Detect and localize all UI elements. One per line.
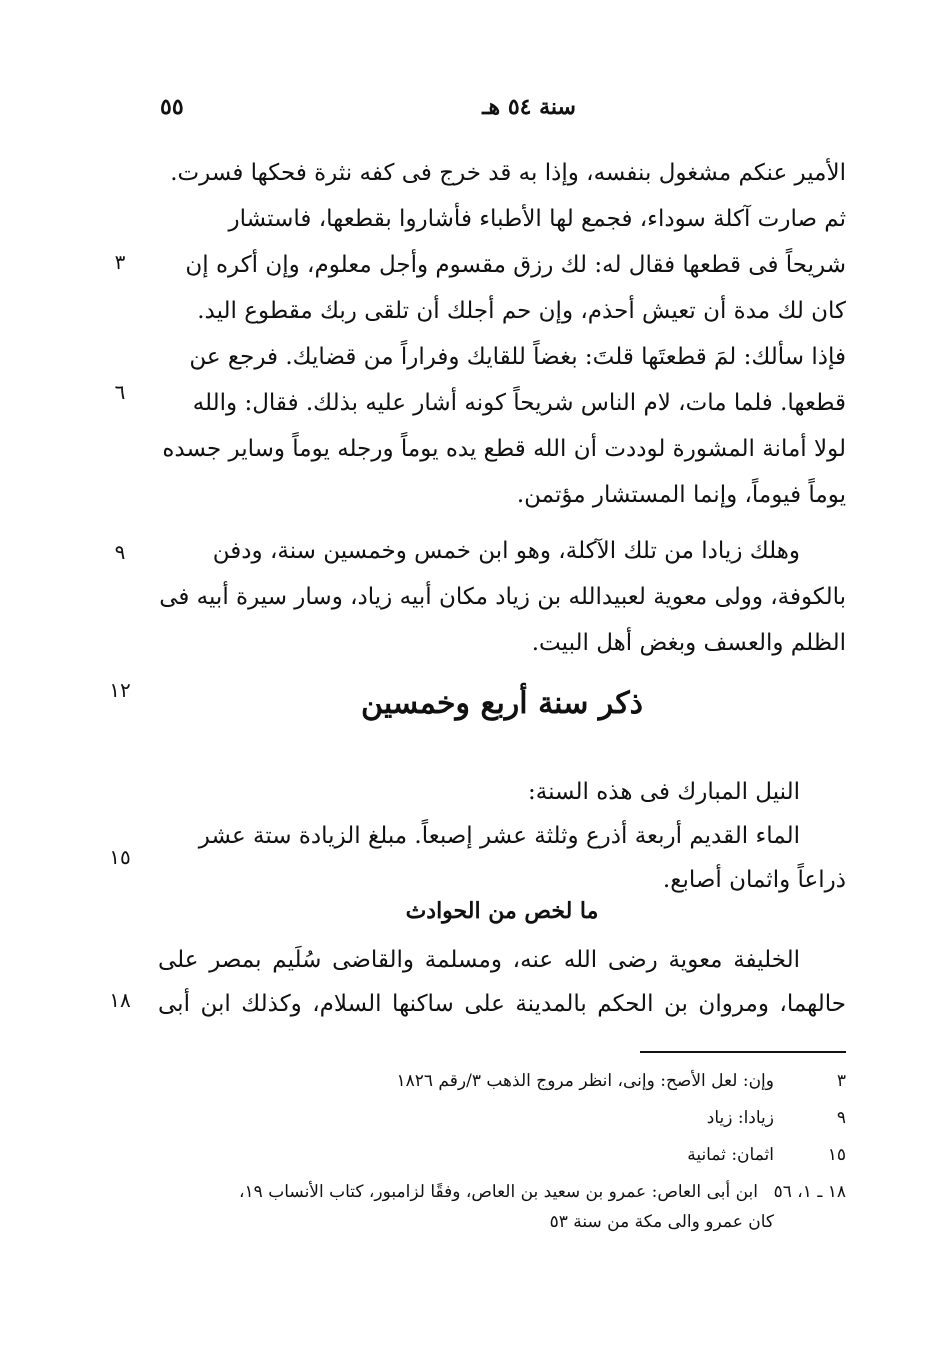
footnotes	[150, 1066, 846, 1237]
footnote	[150, 1103, 846, 1140]
text-line: شريحاً فى قطعها فقال له: لك رزق مقسوم وأجل معلوم، وإن أكره إن	[185, 252, 846, 278]
footnote-text: اثمان: ثمانية	[687, 1145, 774, 1165]
footnote	[150, 1140, 846, 1177]
footnote-text: زيادا: زياد	[706, 1108, 774, 1128]
footnote-number: ١٥	[827, 1145, 846, 1165]
nile-section	[158, 770, 846, 902]
line-number: ١٥	[109, 845, 131, 869]
text-line: وهلك زيادا من تلك الآكلة، وهو ابن خمس وخمسين سنة، ودفن	[212, 538, 800, 564]
text-line: الأمير عنكم مشغول بنفسه، وإذا به قد خرج فى كفه نثرة فحكها فسرت.	[170, 160, 846, 186]
footnote-number: ٩	[836, 1108, 846, 1128]
line-number: ٣	[114, 250, 126, 274]
line-number: ٦	[114, 380, 126, 404]
text-line: يوماً فيوماً، وإنما المستشار مؤتمن.	[516, 482, 846, 508]
text-line: لولا أمانة المشورة لوددت أن الله قطع يده يوماً ورجله يوماً وساير جسده	[162, 436, 846, 462]
body-text	[158, 150, 846, 666]
nile-heading: النيل المبارك فى هذه السنة:	[527, 779, 800, 805]
text-line: ذراعاً واثمان أصابع.	[662, 867, 846, 893]
footnote-text-continued: كان عمرو والى مكة من سنة ٥٣	[549, 1212, 774, 1232]
line-number: ١٢	[109, 678, 131, 702]
text-line: فإذا سألك: لمَ قطعتَها قلتَ: بغضاً للقايك وفراراً من قضايك. فرجع عن	[189, 344, 846, 370]
text-line: ثم صارت آكلة سوداء، فجمع لها الأطباء فأشاروا بقطعها، فاستشار	[228, 206, 846, 232]
footnote-text: ابن أبى العاص: عمرو بن سعيد بن العاص، وفقًا لزامبور، كتاب الأنساب ١٩،	[239, 1182, 758, 1202]
footnote-number: ٣	[836, 1071, 846, 1091]
events-heading: ما لخص من الحوادث	[405, 898, 599, 924]
section-title: ذكر سنة أربع وخمسين	[361, 686, 643, 721]
text-line: الظلم والعسف وبغض أهل البيت.	[531, 630, 846, 656]
footnote	[150, 1066, 846, 1103]
footnote-rule	[640, 1051, 846, 1053]
line-number: ٩	[114, 540, 126, 564]
footnote	[150, 1177, 846, 1237]
line-number: ١٨	[109, 988, 131, 1012]
text-line: حالهما، ومروان بن الحكم بالمدينة على ساكنها السلام، وكذلك ابن أبى	[158, 991, 846, 1017]
footnote-text: وإن: لعل الأصح: وإنى، انظر مروج الذهب ٣/رقم ١٨٢٦	[396, 1071, 774, 1091]
text-line: كان لك مدة أن تعيش أحذم، وإن حم أجلك أن تلقى ربك مقطوع اليد.	[197, 298, 846, 324]
text-line: قطعها. فلما مات، لام الناس شريحاً كونه أشار عليه بذلك. فقال: والله	[192, 390, 846, 416]
events-section	[158, 938, 846, 1026]
text-line: الماء القديم أربعة أذرع وثلثة عشر إصبعاً. مبلغ الزيادة ستة عشر	[198, 823, 800, 849]
text-line: الخليفة معوية رضى الله عنه، ومسلمة والقاضى سُلَيم بمصر على	[158, 947, 800, 973]
page-header	[160, 94, 846, 134]
running-title: سنة ٥٤ هـ	[482, 94, 576, 120]
footnote-number: ١٨ ـ ١، ٥٦	[773, 1182, 846, 1202]
page-number: ٥٥	[160, 94, 184, 120]
text-line: بالكوفة، وولى معوية لعبيدالله بن زياد مكان أبيه زياد، وسار سيرة أبيه فى	[159, 584, 846, 610]
